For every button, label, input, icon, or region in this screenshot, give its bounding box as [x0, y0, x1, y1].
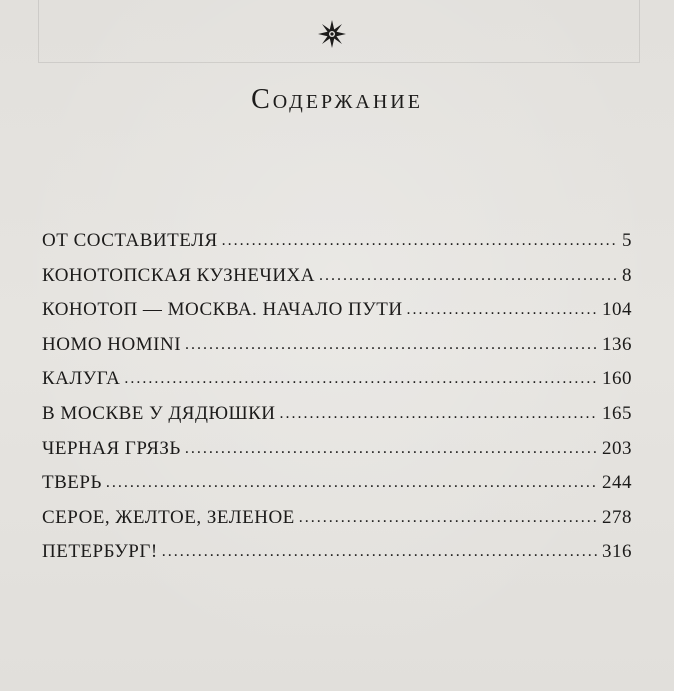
- dot-leader: [299, 506, 598, 528]
- toc-entry-page: 8: [622, 264, 632, 286]
- toc-entry-page: 160: [602, 368, 632, 390]
- toc-entry-page: 278: [602, 506, 632, 528]
- star-ornament-icon: [318, 20, 346, 48]
- toc-entry[interactable]: [42, 299, 632, 334]
- toc-entry-page: 5: [622, 230, 632, 251]
- toc-entry[interactable]: [42, 368, 632, 403]
- toc-entry[interactable]: [42, 265, 632, 300]
- toc-entry-page: 316: [602, 541, 632, 563]
- dot-leader: [162, 540, 598, 562]
- dot-leader: [124, 367, 598, 389]
- toc-entry-page: 244: [602, 472, 632, 494]
- dot-leader: [407, 298, 598, 320]
- toc-entry-title: СЕРОЕ, ЖЕЛТОЕ, ЗЕЛЕНОЕ: [42, 506, 295, 528]
- dot-leader: [106, 471, 598, 493]
- toc-entry[interactable]: [42, 230, 632, 265]
- dot-leader: [185, 437, 598, 459]
- toc-entry[interactable]: [42, 541, 632, 576]
- toc-entry[interactable]: [42, 438, 632, 473]
- dot-leader: [319, 264, 618, 286]
- toc-entry[interactable]: [42, 334, 632, 369]
- table-of-contents: [42, 230, 632, 576]
- page-title: Содержание: [251, 84, 423, 115]
- toc-entry-title: ЧЕРНАЯ ГРЯЗЬ: [42, 437, 181, 459]
- dot-leader: [222, 229, 618, 251]
- toc-entry-title: HOMO HOMINI: [42, 333, 182, 355]
- toc-entry-title: КОНОТОП — МОСКВА. НАЧАЛО ПУТИ: [42, 299, 403, 321]
- toc-entry-page: 136: [602, 333, 632, 355]
- toc-entry-page: 165: [602, 402, 632, 424]
- toc-entry-title: КОНОТОПСКАЯ КУЗНЕЧИХА: [42, 264, 316, 286]
- toc-entry-page: 104: [602, 299, 632, 321]
- toc-entry-page: 203: [602, 437, 632, 459]
- dot-leader: [185, 333, 598, 355]
- toc-entry-title: КАЛУГА: [42, 368, 121, 390]
- toc-entry-title: ТВЕРЬ: [42, 472, 102, 494]
- toc-entry[interactable]: [42, 472, 632, 507]
- toc-entry-title: В МОСКВЕ У ДЯДЮШКИ: [42, 402, 276, 424]
- toc-entry[interactable]: [42, 507, 632, 542]
- toc-entry[interactable]: [42, 403, 632, 438]
- toc-entry-title: ПЕТЕРБУРГ!: [42, 541, 158, 563]
- toc-entry-title: ОТ СОСТАВИТЕЛЯ: [42, 230, 218, 251]
- dot-leader: [280, 402, 598, 424]
